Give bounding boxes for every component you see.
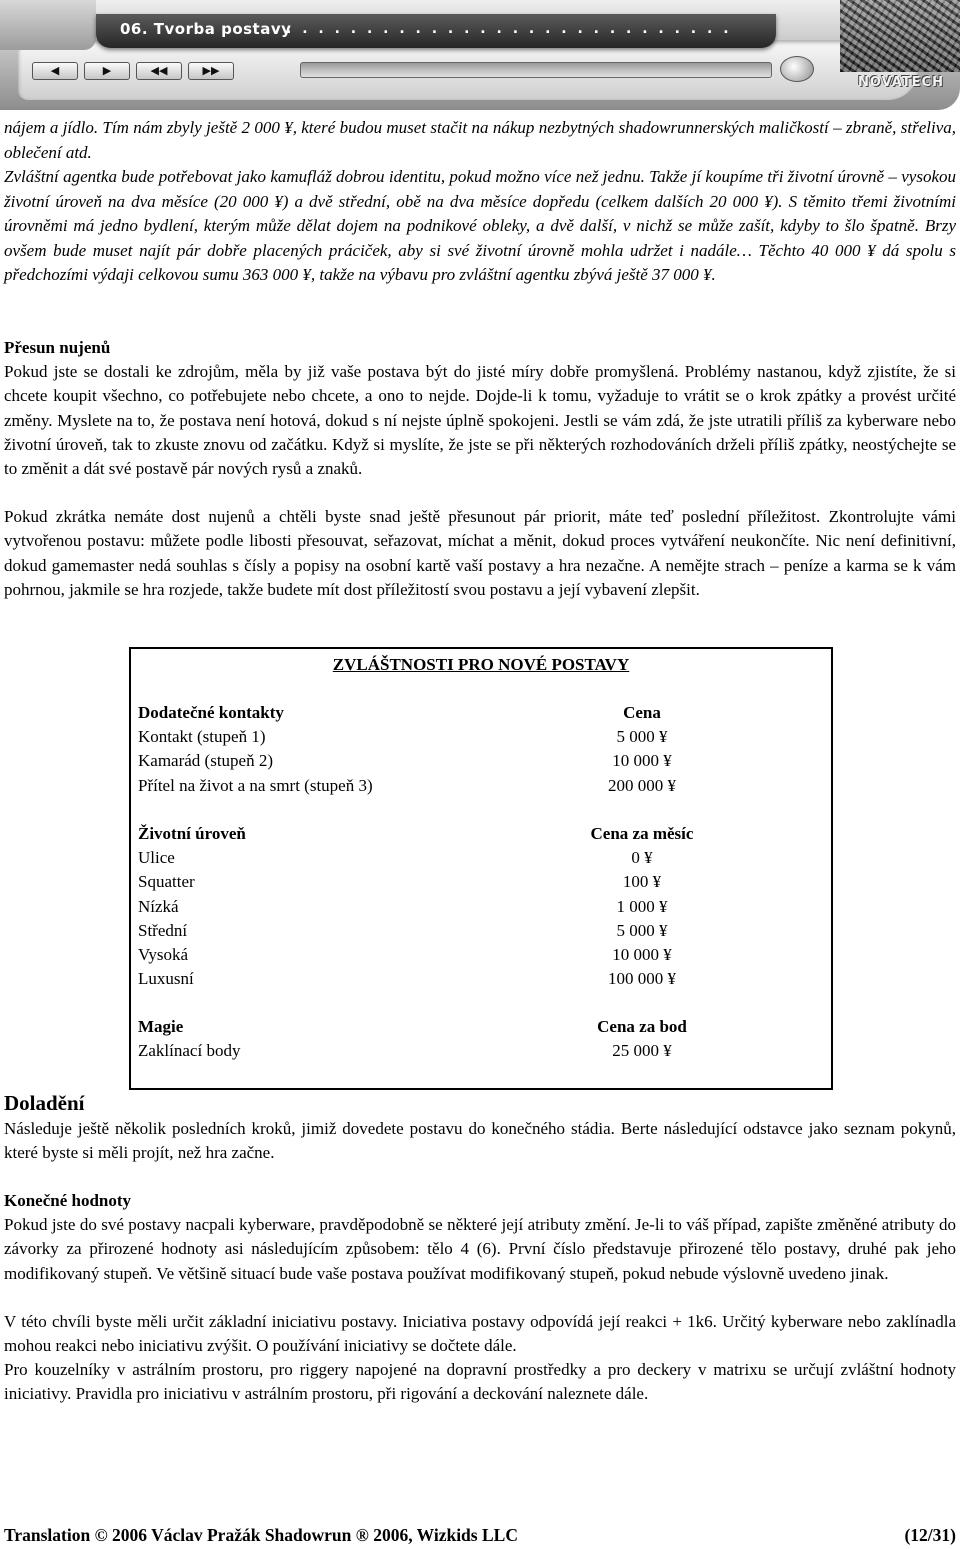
table-cell-label: Zaklínací body xyxy=(138,1041,241,1061)
table-cell-label: Vysoká xyxy=(138,945,189,965)
table-cell-price: 10 000 ¥ xyxy=(612,945,672,965)
konecne-paragraph-1: Pokud jste do své postavy nacpali kyberware, pravděpodobně se některé její atributy změní. Je-li to váš případ, zapište změněné atributy do závorky za přirozené hodnoty asi následujícím způsobem: tělo 4 (6). První číslo představuje přirozené tělo postavy, druhé pak jeho modifikovaný stupeň. Ve většině situací bude vaše postava používat modifikovaný stupeň, pokud nebude výslovně uvedeno jinak. xyxy=(4,1215,956,1283)
konecne-paragraph-2: V této chvíli byste měli určit základní iniciativu postavy. Iniciativa postavy odpovídá její reakci + 1k6. Určitý kyberware nebo zaklínadla mohou reakci nebo iniciativu zvýšit. O používání iniciativy se dočtete dále. xyxy=(4,1312,956,1356)
novatech-logo: NOVATECH xyxy=(858,75,944,90)
lifestyle-header-price: Cena za měsíc xyxy=(590,824,694,843)
presun-paragraph-2: Pokud zkrátka nemáte dost nujenů a chtěli byste snad ještě přesunout pár priorit, máte teď poslední příležitost. Zkontrolujte vámi vytvořenou postavu: můžete podle libosti přesouvat, seřazovat, míchat a měnit, dokud proces vytváření neukončíte. Nic není definitivní, dokud gamemaster nedá souhlas s čísly a popisy na osobní kartě vaší postavy a hra nezačne. A nemějte strach – peníze a karma se k vám pohrnou, jakmile se hra rozjede, takže budete mít dost příležitostí svou postavu a její vybavení zlepšit. xyxy=(4,507,956,599)
box-title: ZVLÁŠTNOSTI PRO NOVÉ POSTAVY xyxy=(332,655,630,674)
presun-paragraph-1: Pokud jste se dostali ke zdrojům, měla by již vaše postava být do jisté míry dobře promyšlená. Problémy nastanou, když zjistíte, že si chcete koupit všechno, co potřebujete nebo chcete, a ono to nejde. Dojde-li k tomu, vyžaduje to vrátit se o krok zpátky a provést určité změny. Myslete na to, že postava není hotová, dokud s ní nejste úplně spokojeni. Jestli se vám zdá, že jste utratili příliš za kyberware nebo životní úroveň, tak to zkuste znovu od začátku. Když si myslíte, že jste se při některých rozhodováních drželi příliš zpátky, neostýchejte se to změnit a dát své postavě pár nových rysů a znaků. xyxy=(4,362,956,479)
contacts-table xyxy=(138,701,838,798)
table-cell-price: 0 ¥ xyxy=(631,848,653,868)
table-cell-price: 5 000 ¥ xyxy=(616,727,668,747)
section-heading-presun: Přesun nujenů xyxy=(4,338,111,357)
section-heading-konecne: Konečné hodnoty xyxy=(4,1191,132,1210)
magic-header-label: Magie xyxy=(138,1017,184,1036)
lifestyle-table xyxy=(138,822,838,991)
magic-table xyxy=(138,1015,838,1063)
nav-button-last[interactable]: ▶▶ xyxy=(188,62,234,80)
nav-buttons xyxy=(32,62,234,80)
table-header-row xyxy=(138,1015,838,1039)
table-row xyxy=(138,846,838,870)
table-row xyxy=(138,895,838,919)
table-cell-price: 5 000 ¥ xyxy=(616,920,668,940)
table-cell-price: 200 000 ¥ xyxy=(608,775,676,795)
table-cell-price: 100 000 ¥ xyxy=(608,969,676,989)
table-row xyxy=(138,725,838,749)
title-dots: . . . . . . . . . . . . . . . . . . . . . . . . . . . . xyxy=(286,21,732,37)
table-cell-label: Kontakt (stupeň 1) xyxy=(138,727,266,747)
header-banner xyxy=(0,0,960,110)
table-cell-price: 1 000 ¥ xyxy=(616,896,668,916)
table-row xyxy=(138,967,838,991)
table-row xyxy=(138,749,838,773)
footer-copyright: Translation © 2006 Václav Pražák Shadowrun ® 2006, Wizkids LLC xyxy=(4,1525,518,1545)
table-row xyxy=(138,919,838,943)
intro-paragraph-1: nájem a jídlo. Tím nám zbyly ještě 2 000 ¥, které budou muset stačit na nákup nezbytných shadowrunnerských maličkostí – zbraně, střeliva, oblečení atd. xyxy=(4,118,956,162)
page-number: (12/31) xyxy=(904,1525,956,1545)
chapter-title: 06. Tvorba postavy xyxy=(120,20,292,38)
table-cell-label: Nízká xyxy=(138,896,179,916)
table-row xyxy=(138,943,838,967)
page-footer xyxy=(4,1523,956,1547)
magic-header-price: Cena za bod xyxy=(597,1017,687,1036)
progress-track[interactable] xyxy=(300,62,772,78)
table-cell-label: Přítel na život a na smrt (stupeň 3) xyxy=(138,775,373,795)
table-cell-label: Kamarád (stupeň 2) xyxy=(138,751,274,771)
contacts-header-label: Dodatečné kontakty xyxy=(138,703,284,722)
intro-paragraph-2: Zvláštní agentka bude potřebovat jako kamufláž dobrou identitu, pokud možno více než jednu. Takže jí koupíme tři životní úrovně – vysokou životní úroveň na dva měsíce (20 000 ¥) a dvě střední, obě na dva měsíce dopředu (celkem dalších 20 000 ¥). S těmito třemi životními úrovněmi má jedno bydlení, kterým může dělat dojem na podnikové obleky, a dvě další, v nichž se může zašít, kdyby to šlo špatně. Brzy ovšem bude muset najít pár dobře placených práciček, aby si své životní úrovně mohla udržet i nadále… Těchto 40 000 ¥ dá spolu s předchozími výdaji celkovou sumu 363 000 ¥, takže na výbavu pro zvláštní agentku zbývá ještě 37 000 ¥. xyxy=(4,167,956,284)
nav-button-next[interactable]: ▶ xyxy=(84,62,130,80)
title-bar xyxy=(96,14,776,48)
table-row xyxy=(138,1039,838,1063)
lifestyle-header-label: Životní úroveň xyxy=(138,824,246,843)
header-photo xyxy=(840,0,960,72)
konecne-paragraph-3: Pro kouzelníky v astrálním prostoru, pro riggery napojené na dopravní prostředky a pro deckery v matrixu se určují zvláštní hodnoty iniciativy. Pravidla pro iniciativu v astrálním prostoru, při rigování a deckování naleznete dále. xyxy=(4,1360,956,1404)
table-cell-price: 100 ¥ xyxy=(622,872,662,892)
table-cell-price: 10 000 ¥ xyxy=(612,751,672,771)
nav-button-first[interactable]: ◀◀ xyxy=(136,62,182,80)
contacts-header-price: Cena xyxy=(623,703,661,722)
table-header-row xyxy=(138,701,838,725)
table-cell-label: Střední xyxy=(138,920,188,940)
doladeni-paragraph: Následuje ještě několik posledních kroků, jimiž dovedete postavu do konečného stádia. Berte následující odstavce jako seznam pokynů, které byste si měli projít, než hra začne. xyxy=(4,1119,956,1163)
new-character-extras-box xyxy=(129,647,833,1090)
nav-button-prev[interactable]: ◀ xyxy=(32,62,78,80)
table-cell-label: Luxusní xyxy=(138,969,194,989)
table-header-row xyxy=(138,822,838,846)
table-row xyxy=(138,870,838,894)
section-heading-doladeni: Doladění xyxy=(4,1091,85,1115)
table-row xyxy=(138,774,838,798)
table-cell-label: Squatter xyxy=(138,872,195,892)
table-cell-label: Ulice xyxy=(138,848,175,868)
banner-left-panel xyxy=(0,0,96,50)
dial-knob[interactable] xyxy=(780,56,814,82)
table-cell-price: 25 000 ¥ xyxy=(612,1041,672,1061)
